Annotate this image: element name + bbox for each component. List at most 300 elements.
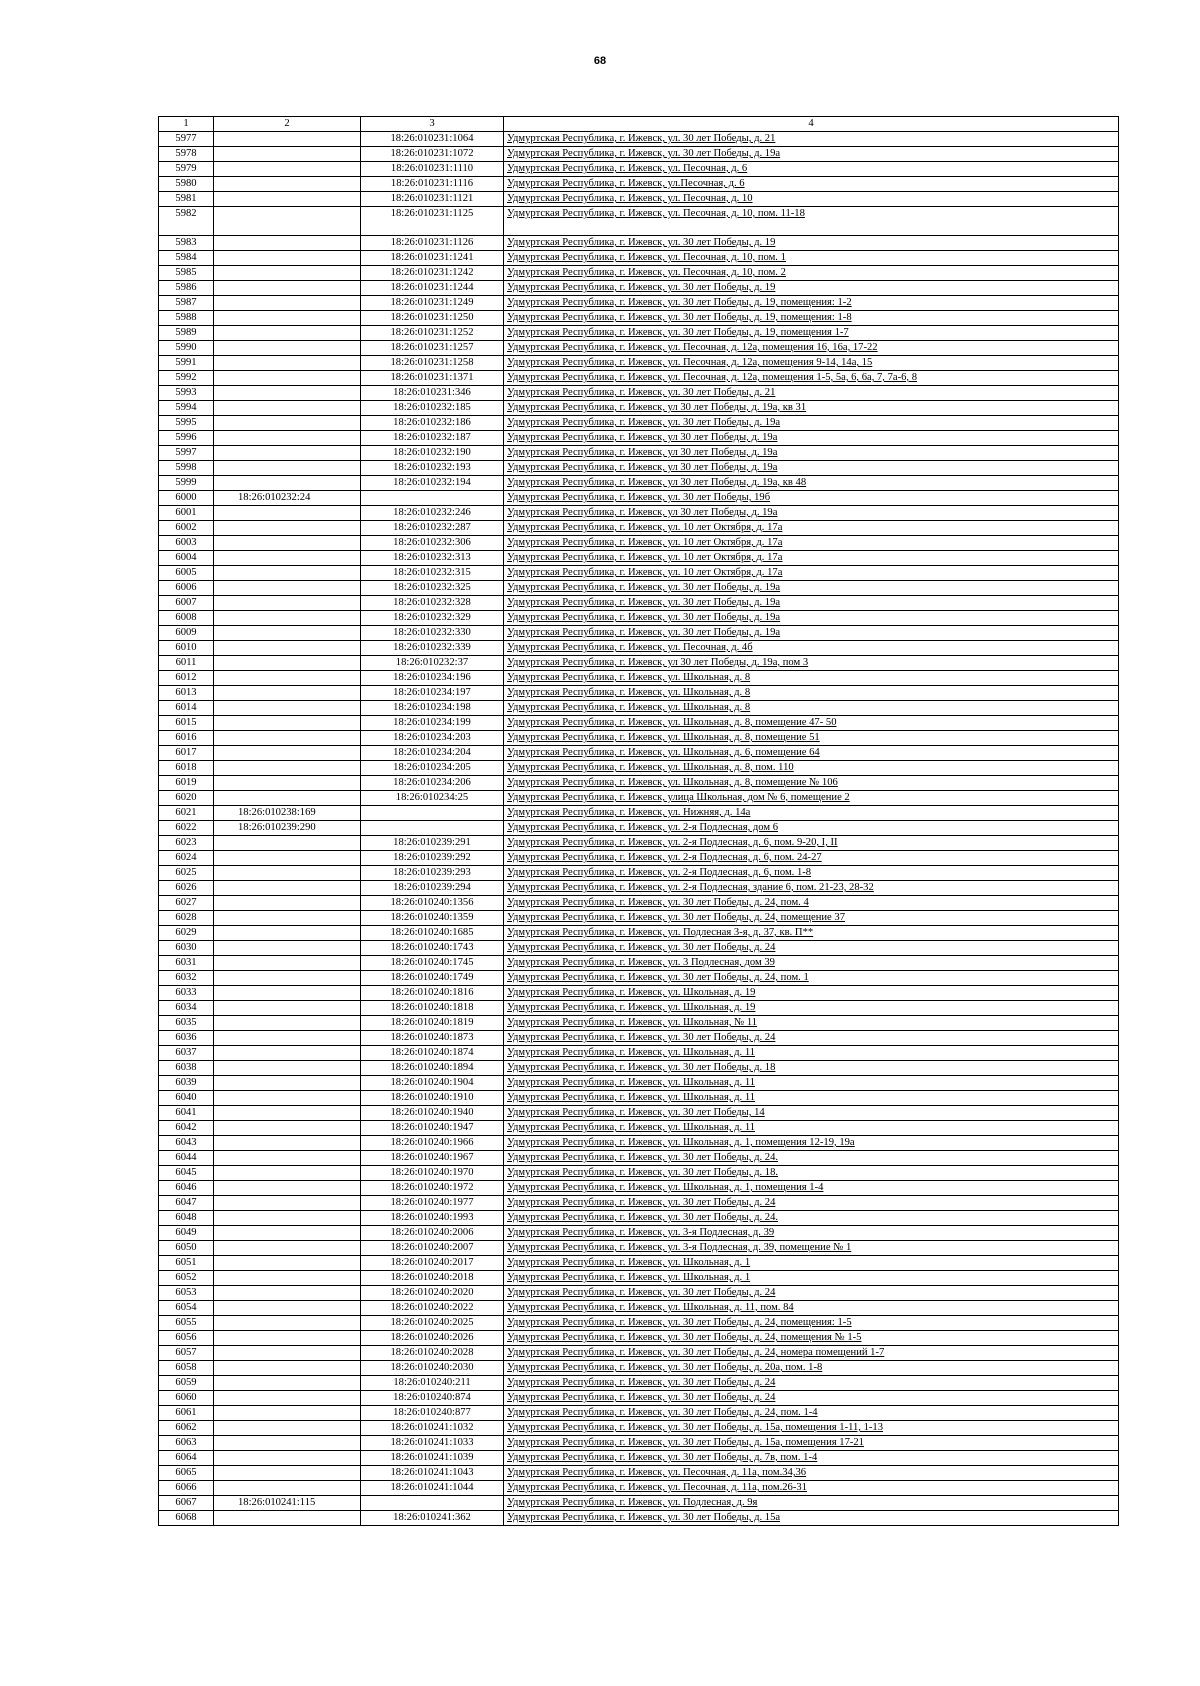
cadastral-number-cell: 18:26:010231:1257 — [361, 341, 504, 356]
table-row — [159, 207, 1119, 236]
table-row — [159, 1496, 1119, 1511]
parent-cadastral-number-cell — [214, 1301, 361, 1316]
parent-cadastral-number-cell — [214, 746, 361, 761]
table-row — [159, 1271, 1119, 1286]
row-number-cell: 6063 — [159, 1436, 214, 1451]
row-number-cell: 5978 — [159, 147, 214, 162]
row-number-cell: 6047 — [159, 1196, 214, 1211]
cadastral-number-cell: 18:26:010234:204 — [361, 746, 504, 761]
cadastral-number-cell: 18:26:010241:1039 — [361, 1451, 504, 1466]
cadastral-number-cell: 18:26:010240:1819 — [361, 1016, 504, 1031]
cadastral-number-cell: 18:26:010231:1121 — [361, 192, 504, 207]
parent-cadastral-number-cell: 18:26:010241:115 — [214, 1496, 361, 1511]
row-number-cell: 6028 — [159, 911, 214, 926]
table-row — [159, 1136, 1119, 1151]
parent-cadastral-number-cell — [214, 566, 361, 581]
parent-cadastral-number-cell — [214, 326, 361, 341]
cadastral-number-cell: 18:26:010240:2007 — [361, 1241, 504, 1256]
address-cell: Удмуртская Республика, г. Ижевск, ул. 30 лет Победы, д. 24, номера помещений 1-7 — [504, 1346, 1119, 1361]
cadastral-number-cell: 18:26:010234:205 — [361, 761, 504, 776]
cadastral-number-cell: 18:26:010240:874 — [361, 1391, 504, 1406]
cadastral-number-cell: 18:26:010240:1947 — [361, 1121, 504, 1136]
row-number-cell: 6004 — [159, 551, 214, 566]
address-cell: Удмуртская Республика, г. Ижевск, ул. 30 лет Победы, д. 24 — [504, 1031, 1119, 1046]
parent-cadastral-number-cell — [214, 926, 361, 941]
address-cell: Удмуртская Республика, г. Ижевск, ул. 30 лет Победы, д. 19а — [504, 626, 1119, 641]
address-cell: Удмуртская Республика, г. Ижевск, ул. 30 лет Победы, д. 24. — [504, 1211, 1119, 1226]
row-number-cell: 6034 — [159, 1001, 214, 1016]
table-row — [159, 1466, 1119, 1481]
parent-cadastral-number-cell — [214, 1406, 361, 1421]
table-row — [159, 1481, 1119, 1496]
parent-cadastral-number-cell — [214, 701, 361, 716]
cadastral-number-cell: 18:26:010240:1904 — [361, 1076, 504, 1091]
table-row — [159, 596, 1119, 611]
address-cell: Удмуртская Республика, г. Ижевск, ул. Школьная, д. 8, помещение 47- 50 — [504, 716, 1119, 731]
parent-cadastral-number-cell — [214, 851, 361, 866]
row-number-cell: 6040 — [159, 1091, 214, 1106]
row-number-cell: 6050 — [159, 1241, 214, 1256]
address-cell: Удмуртская Республика, г. Ижевск, ул. Нижняя, д. 14а — [504, 806, 1119, 821]
address-cell: Удмуртская Республика, г. Ижевск, ул. Песочная, д. 10, пом. 11-18 — [504, 207, 1119, 236]
cadastral-number-cell: 18:26:010241:1043 — [361, 1466, 504, 1481]
row-number-cell: 5981 — [159, 192, 214, 207]
cadastral-number-cell: 18:26:010240:1977 — [361, 1196, 504, 1211]
table-row — [159, 881, 1119, 896]
table-row — [159, 1226, 1119, 1241]
address-cell: Удмуртская Республика, г. Ижевск, ул. Песочная, д. 6 — [504, 162, 1119, 177]
row-number-cell: 6021 — [159, 806, 214, 821]
cadastral-number-cell: 18:26:010240:2006 — [361, 1226, 504, 1241]
parent-cadastral-number-cell — [214, 1061, 361, 1076]
address-cell: Удмуртская Республика, г. Ижевск, ул. 30 лет Победы, д. 19, помещения: 1-8 — [504, 311, 1119, 326]
cadastral-number-cell: 18:26:010234:25 — [361, 791, 504, 806]
parent-cadastral-number-cell — [214, 1226, 361, 1241]
cadastral-number-cell: 18:26:010234:197 — [361, 686, 504, 701]
cadastral-number-cell: 18:26:010240:1873 — [361, 1031, 504, 1046]
parent-cadastral-number-cell — [214, 626, 361, 641]
cadastral-number-cell: 18:26:010231:1064 — [361, 132, 504, 147]
parent-cadastral-number-cell — [214, 1466, 361, 1481]
address-cell: Удмуртская Республика, г. Ижевск, ул. 30 лет Победы, д. 24 — [504, 1286, 1119, 1301]
column-header-4: 4 — [504, 117, 1119, 132]
table-row — [159, 761, 1119, 776]
cadastral-number-cell — [361, 491, 504, 506]
cadastral-number-cell: 18:26:010231:1125 — [361, 207, 504, 236]
address-cell: Удмуртская Республика, г. Ижевск, ул. Песочная, д. 12а, помещения 9-14, 14а, 15 — [504, 356, 1119, 371]
cadastral-number-cell: 18:26:010240:1993 — [361, 1211, 504, 1226]
parent-cadastral-number-cell — [214, 941, 361, 956]
address-cell: Удмуртская Республика, г. Ижевск, ул. 2-я Подлесная, д. 6, пом. 9-20, I, II — [504, 836, 1119, 851]
row-number-cell: 5984 — [159, 251, 214, 266]
address-cell: Удмуртская Республика, г. Ижевск, ул. Песочная, д. 10 — [504, 192, 1119, 207]
cadastral-number-cell: 18:26:010240:1685 — [361, 926, 504, 941]
address-cell: Удмуртская Республика, г. Ижевск, ул. 10 лет Октября, д. 17а — [504, 566, 1119, 581]
cadastral-number-cell: 18:26:010240:1972 — [361, 1181, 504, 1196]
cadastral-number-cell: 18:26:010240:1940 — [361, 1106, 504, 1121]
cadastral-number-cell: 18:26:010241:1032 — [361, 1421, 504, 1436]
table-row — [159, 266, 1119, 281]
address-cell: Удмуртская Республика, г. Ижевск, ул. 30 лет Победы, д. 21 — [504, 386, 1119, 401]
cadastral-number-cell: 18:26:010231:1252 — [361, 326, 504, 341]
row-number-cell: 5982 — [159, 207, 214, 236]
cadastral-number-cell: 18:26:010232:193 — [361, 461, 504, 476]
parent-cadastral-number-cell — [214, 1376, 361, 1391]
cadastral-number-cell: 18:26:010231:1072 — [361, 147, 504, 162]
parent-cadastral-number-cell — [214, 1241, 361, 1256]
address-cell: Удмуртская Республика, г. Ижевск, ул. 30 лет Победы, д. 15а, помещения 17-21 — [504, 1436, 1119, 1451]
parent-cadastral-number-cell — [214, 1436, 361, 1451]
row-number-cell: 5980 — [159, 177, 214, 192]
table-row — [159, 656, 1119, 671]
cadastral-number-cell: 18:26:010240:2022 — [361, 1301, 504, 1316]
parent-cadastral-number-cell — [214, 1136, 361, 1151]
parent-cadastral-number-cell — [214, 641, 361, 656]
table-row — [159, 716, 1119, 731]
parent-cadastral-number-cell — [214, 461, 361, 476]
parent-cadastral-number-cell — [214, 431, 361, 446]
table-row — [159, 371, 1119, 386]
table-row — [159, 356, 1119, 371]
cadastral-number-cell: 18:26:010231:346 — [361, 386, 504, 401]
cadastral-number-cell: 18:26:010239:293 — [361, 866, 504, 881]
row-number-cell: 6001 — [159, 506, 214, 521]
parent-cadastral-number-cell — [214, 1481, 361, 1496]
row-number-cell: 6015 — [159, 716, 214, 731]
parent-cadastral-number-cell — [214, 341, 361, 356]
cadastral-number-cell: 18:26:010231:1250 — [361, 311, 504, 326]
parent-cadastral-number-cell — [214, 506, 361, 521]
row-number-cell: 6039 — [159, 1076, 214, 1091]
column-header-2: 2 — [214, 117, 361, 132]
address-cell: Удмуртская Республика, г. Ижевск, ул. 30 лет Победы, д. 19а — [504, 416, 1119, 431]
row-number-cell: 6022 — [159, 821, 214, 836]
address-cell: Удмуртская Республика, г. Ижевск, ул. 30 лет Победы, д. 7в, пом. 1-4 — [504, 1451, 1119, 1466]
table-row — [159, 641, 1119, 656]
row-number-cell: 6055 — [159, 1316, 214, 1331]
table-row — [159, 1001, 1119, 1016]
table-row — [159, 1346, 1119, 1361]
row-number-cell: 6030 — [159, 941, 214, 956]
page-number: 68 — [593, 55, 607, 67]
cadastral-number-cell: 18:26:010232:187 — [361, 431, 504, 446]
table-row — [159, 251, 1119, 266]
parent-cadastral-number-cell — [214, 686, 361, 701]
table-row — [159, 701, 1119, 716]
table-row — [159, 431, 1119, 446]
row-number-cell: 5999 — [159, 476, 214, 491]
address-cell: Удмуртская Республика, г. Ижевск, ул. 30 лет Победы, д. 19, помещения 1-7 — [504, 326, 1119, 341]
parent-cadastral-number-cell — [214, 1031, 361, 1046]
row-number-cell: 6013 — [159, 686, 214, 701]
cadastral-number-cell: 18:26:010232:315 — [361, 566, 504, 581]
cadastral-number-cell: 18:26:010239:294 — [361, 881, 504, 896]
address-cell: Удмуртская Республика, г. Ижевск, ул. Школьная, д. 19 — [504, 1001, 1119, 1016]
cadastral-number-cell: 18:26:010234:203 — [361, 731, 504, 746]
parent-cadastral-number-cell — [214, 596, 361, 611]
cadastral-number-cell: 18:26:010240:1356 — [361, 896, 504, 911]
table-row — [159, 986, 1119, 1001]
address-cell: Удмуртская Республика, г. Ижевск, ул. 30 лет Победы, д. 21 — [504, 132, 1119, 147]
address-cell: Удмуртская Республика, г. Ижевск, ул. Школьная, д. 1, помещения 12-19, 19а — [504, 1136, 1119, 1151]
address-cell: Удмуртская Республика, г. Ижевск, ул. Песочная, д. 10, пом. 2 — [504, 266, 1119, 281]
row-number-cell: 6056 — [159, 1331, 214, 1346]
parent-cadastral-number-cell — [214, 147, 361, 162]
parent-cadastral-number-cell — [214, 1016, 361, 1031]
row-number-cell: 5990 — [159, 341, 214, 356]
row-number-cell: 5986 — [159, 281, 214, 296]
address-cell: Удмуртская Республика, г. Ижевск, ул. 30 лет Победы, д. 15а, помещения 1-11, 1-13 — [504, 1421, 1119, 1436]
address-cell: Удмуртская Республика, г. Ижевск, ул. Песочная, д. 12а, помещения 1-5, 5а, 6, 6а, 7, 7а-6, 8 — [504, 371, 1119, 386]
address-cell: Удмуртская Республика, г. Ижевск, ул. 2-я Подлесная, дом 6 — [504, 821, 1119, 836]
address-cell: Удмуртская Республика, г. Ижевск, ул. Школьная, д. 8, пом. 110 — [504, 761, 1119, 776]
parent-cadastral-number-cell — [214, 1121, 361, 1136]
row-number-cell: 6041 — [159, 1106, 214, 1121]
cadastral-number-cell: 18:26:010232:328 — [361, 596, 504, 611]
address-cell: Удмуртская Республика, г. Ижевск, ул.Песочная, д. 6 — [504, 177, 1119, 192]
table-row — [159, 386, 1119, 401]
address-cell: Удмуртская Республика, г. Ижевск, ул. 30 лет Победы, д. 24, пом. 1-4 — [504, 1406, 1119, 1421]
parent-cadastral-number-cell: 18:26:010232:24 — [214, 491, 361, 506]
column-header-1: 1 — [159, 117, 214, 132]
parent-cadastral-number-cell — [214, 1391, 361, 1406]
cadastral-number-cell: 18:26:010240:877 — [361, 1406, 504, 1421]
cadastral-number-cell: 18:26:010234:199 — [361, 716, 504, 731]
table-row — [159, 476, 1119, 491]
address-cell: Удмуртская Республика, г. Ижевск, ул. 30 лет Победы, д. 24 — [504, 1196, 1119, 1211]
cadastral-number-cell: 18:26:010240:1970 — [361, 1166, 504, 1181]
cadastral-number-cell: 18:26:010232:185 — [361, 401, 504, 416]
parent-cadastral-number-cell — [214, 207, 361, 236]
parent-cadastral-number-cell — [214, 911, 361, 926]
row-number-cell: 6051 — [159, 1256, 214, 1271]
cadastral-number-cell: 18:26:010234:196 — [361, 671, 504, 686]
row-number-cell: 5983 — [159, 236, 214, 251]
address-cell: Удмуртская Республика, г. Ижевск, ул. 30 лет Победы, д. 24, пом. 1 — [504, 971, 1119, 986]
table-row — [159, 1391, 1119, 1406]
address-cell: Удмуртская Республика, г. Ижевск, ул. 3 Подлесная, дом 39 — [504, 956, 1119, 971]
parent-cadastral-number-cell — [214, 1211, 361, 1226]
cadastral-number-cell: 18:26:010232:339 — [361, 641, 504, 656]
parent-cadastral-number-cell — [214, 162, 361, 177]
cadastral-number-cell: 18:26:010240:2017 — [361, 1256, 504, 1271]
address-cell: Удмуртская Республика, г. Ижевск, ул. Школьная, д. 8 — [504, 686, 1119, 701]
table-row — [159, 1076, 1119, 1091]
cadastral-number-cell: 18:26:010231:1110 — [361, 162, 504, 177]
address-cell: Удмуртская Республика, г. Ижевск, ул. 30 лет Победы, д. 24, помещения: 1-5 — [504, 1316, 1119, 1331]
parent-cadastral-number-cell — [214, 177, 361, 192]
table-row — [159, 177, 1119, 192]
address-cell: Удмуртская Республика, г. Ижевск, ул. 30 лет Победы, 14 — [504, 1106, 1119, 1121]
row-number-cell: 6035 — [159, 1016, 214, 1031]
parent-cadastral-number-cell — [214, 1316, 361, 1331]
row-number-cell: 5992 — [159, 371, 214, 386]
address-cell: Удмуртская Республика, г. Ижевск, ул. Песочная, д. 11а, пом.34,36 — [504, 1466, 1119, 1481]
parent-cadastral-number-cell — [214, 236, 361, 251]
parent-cadastral-number-cell — [214, 1331, 361, 1346]
cadastral-number-cell: 18:26:010240:2028 — [361, 1346, 504, 1361]
cadastral-number-cell: 18:26:010241:1033 — [361, 1436, 504, 1451]
table-row — [159, 521, 1119, 536]
table-row — [159, 581, 1119, 596]
address-cell: Удмуртская Республика, г. Ижевск, ул. 30 лет Победы, д. 19а — [504, 596, 1119, 611]
row-number-cell: 6043 — [159, 1136, 214, 1151]
parent-cadastral-number-cell — [214, 536, 361, 551]
parent-cadastral-number-cell — [214, 551, 361, 566]
address-cell: Удмуртская Республика, г. Ижевск, ул. 30 лет Победы, д. 19 — [504, 236, 1119, 251]
row-number-cell: 6032 — [159, 971, 214, 986]
cadastral-number-cell: 18:26:010240:1967 — [361, 1151, 504, 1166]
address-cell: Удмуртская Республика, г. Ижевск, ул. 30 лет Победы, д. 19а — [504, 611, 1119, 626]
parent-cadastral-number-cell — [214, 476, 361, 491]
table-row — [159, 446, 1119, 461]
table-row — [159, 551, 1119, 566]
cadastral-number-cell: 18:26:010240:1743 — [361, 941, 504, 956]
row-number-cell: 6057 — [159, 1346, 214, 1361]
address-cell: Удмуртская Республика, г. Ижевск, ул. Школьная, д. 8 — [504, 701, 1119, 716]
row-number-cell: 6023 — [159, 836, 214, 851]
cadastral-number-cell: 18:26:010240:2026 — [361, 1331, 504, 1346]
parent-cadastral-number-cell — [214, 401, 361, 416]
cadastral-number-cell: 18:26:010241:362 — [361, 1511, 504, 1526]
address-cell: Удмуртская Республика, г. Ижевск, ул 30 лет Победы, д. 19а, кв 31 — [504, 401, 1119, 416]
header-row — [159, 117, 1119, 132]
cadastral-number-cell: 18:26:010231:1126 — [361, 236, 504, 251]
parent-cadastral-number-cell — [214, 1271, 361, 1286]
cadastral-number-cell: 18:26:010240:1966 — [361, 1136, 504, 1151]
column-header-3: 3 — [361, 117, 504, 132]
address-cell: Удмуртская Республика, г. Ижевск, ул. Песочная, д. 11а, пом.26-31 — [504, 1481, 1119, 1496]
parent-cadastral-number-cell — [214, 132, 361, 147]
parent-cadastral-number-cell — [214, 371, 361, 386]
address-cell: Удмуртская Республика, г. Ижевск, ул. Школьная, д. 1 — [504, 1256, 1119, 1271]
parent-cadastral-number-cell — [214, 1286, 361, 1301]
address-cell: Удмуртская Республика, г. Ижевск, ул 30 лет Победы, д. 19а, кв 48 — [504, 476, 1119, 491]
parent-cadastral-number-cell — [214, 1091, 361, 1106]
table-row — [159, 1406, 1119, 1421]
address-cell: Удмуртская Республика, г. Ижевск, ул. 10 лет Октября, д. 17а — [504, 551, 1119, 566]
cadastral-number-cell: 18:26:010231:1258 — [361, 356, 504, 371]
table-row — [159, 1331, 1119, 1346]
parent-cadastral-number-cell — [214, 1106, 361, 1121]
address-cell: Удмуртская Республика, г. Ижевск, ул. 10 лет Октября, д. 17а — [504, 536, 1119, 551]
row-number-cell: 6052 — [159, 1271, 214, 1286]
parent-cadastral-number-cell — [214, 716, 361, 731]
row-number-cell: 6026 — [159, 881, 214, 896]
cadastral-number-cell: 18:26:010240:1359 — [361, 911, 504, 926]
address-cell: Удмуртская Республика, г. Ижевск, ул. 30 лет Победы, д. 19а — [504, 581, 1119, 596]
address-cell: Удмуртская Республика, г. Ижевск, ул. 30 лет Победы, д. 20а, пом. 1-8 — [504, 1361, 1119, 1376]
parent-cadastral-number-cell — [214, 521, 361, 536]
table-row — [159, 1151, 1119, 1166]
parent-cadastral-number-cell — [214, 1421, 361, 1436]
row-number-cell: 6018 — [159, 761, 214, 776]
address-cell: Удмуртская Республика, г. Ижевск, ул. Школьная, д. 19 — [504, 986, 1119, 1001]
table-row — [159, 566, 1119, 581]
parent-cadastral-number-cell — [214, 881, 361, 896]
parent-cadastral-number-cell: 18:26:010239:290 — [214, 821, 361, 836]
table-row — [159, 1016, 1119, 1031]
row-number-cell: 6036 — [159, 1031, 214, 1046]
address-cell: Удмуртская Республика, г. Ижевск, ул. 30 лет Победы, д. 15а — [504, 1511, 1119, 1526]
table-row — [159, 1286, 1119, 1301]
table-row — [159, 611, 1119, 626]
address-cell: Удмуртская Республика, г. Ижевск, ул. 30 лет Победы, д. 19а — [504, 147, 1119, 162]
row-number-cell: 5985 — [159, 266, 214, 281]
parent-cadastral-number-cell — [214, 356, 361, 371]
row-number-cell: 6006 — [159, 581, 214, 596]
table-row — [159, 971, 1119, 986]
cadastral-number-cell: 18:26:010240:2030 — [361, 1361, 504, 1376]
address-cell: Удмуртская Республика, г. Ижевск, ул. Школьная, д. 8, помещение № 106 — [504, 776, 1119, 791]
cadastral-number-cell: 18:26:010231:1249 — [361, 296, 504, 311]
parent-cadastral-number-cell — [214, 1511, 361, 1526]
row-number-cell: 5993 — [159, 386, 214, 401]
parent-cadastral-number-cell — [214, 1001, 361, 1016]
row-number-cell: 6033 — [159, 986, 214, 1001]
address-cell: Удмуртская Республика, г. Ижевск, ул. Школьная, д. 11 — [504, 1091, 1119, 1106]
row-number-cell: 6008 — [159, 611, 214, 626]
table-row — [159, 401, 1119, 416]
table-row — [159, 1106, 1119, 1121]
row-number-cell: 5997 — [159, 446, 214, 461]
row-number-cell: 5995 — [159, 416, 214, 431]
table-row — [159, 896, 1119, 911]
parent-cadastral-number-cell — [214, 971, 361, 986]
table-row — [159, 311, 1119, 326]
row-number-cell: 6045 — [159, 1166, 214, 1181]
row-number-cell: 6012 — [159, 671, 214, 686]
table-row — [159, 1031, 1119, 1046]
row-number-cell: 6025 — [159, 866, 214, 881]
table-row — [159, 1421, 1119, 1436]
address-cell: Удмуртская Республика, г. Ижевск, ул 30 лет Победы, д. 19а, пом 3 — [504, 656, 1119, 671]
cadastral-number-cell: 18:26:010232:330 — [361, 626, 504, 641]
cadastral-number-cell: 18:26:010232:329 — [361, 611, 504, 626]
address-cell: Удмуртская Республика, г. Ижевск, ул. Школьная, д. 1 — [504, 1271, 1119, 1286]
table-row — [159, 1361, 1119, 1376]
row-number-cell: 6009 — [159, 626, 214, 641]
row-number-cell: 6005 — [159, 566, 214, 581]
table-row — [159, 821, 1119, 836]
table-row — [159, 911, 1119, 926]
address-cell: Удмуртская Республика, г. Ижевск, ул. 30 лет Победы, д. 19, помещения: 1-2 — [504, 296, 1119, 311]
parent-cadastral-number-cell — [214, 656, 361, 671]
parent-cadastral-number-cell — [214, 896, 361, 911]
cadastral-number-cell: 18:26:010232:194 — [361, 476, 504, 491]
row-number-cell: 6053 — [159, 1286, 214, 1301]
address-cell: Удмуртская Республика, г. Ижевск, ул. 3-я Подлесная, д. 39, помещение № 1 — [504, 1241, 1119, 1256]
parent-cadastral-number-cell — [214, 1151, 361, 1166]
table-row — [159, 1436, 1119, 1451]
row-number-cell: 6046 — [159, 1181, 214, 1196]
cadastral-number-cell: 18:26:010232:246 — [361, 506, 504, 521]
table-row — [159, 1046, 1119, 1061]
table-row — [159, 1061, 1119, 1076]
address-cell: Удмуртская Республика, г. Ижевск, ул. 3-я Подлесная, д. 39 — [504, 1226, 1119, 1241]
table-row — [159, 926, 1119, 941]
cadastral-number-cell: 18:26:010240:2018 — [361, 1271, 504, 1286]
address-cell: Удмуртская Республика, г. Ижевск, ул 30 лет Победы, д. 19а — [504, 446, 1119, 461]
cadastral-number-cell — [361, 821, 504, 836]
parent-cadastral-number-cell — [214, 192, 361, 207]
parent-cadastral-number-cell — [214, 251, 361, 266]
cadastral-number-cell: 18:26:010232:186 — [361, 416, 504, 431]
address-cell: Удмуртская Республика, г. Ижевск, ул. Школьная, д. 11 — [504, 1076, 1119, 1091]
cadastral-number-cell: 18:26:010240:1874 — [361, 1046, 504, 1061]
table-row — [159, 1241, 1119, 1256]
row-number-cell: 6002 — [159, 521, 214, 536]
